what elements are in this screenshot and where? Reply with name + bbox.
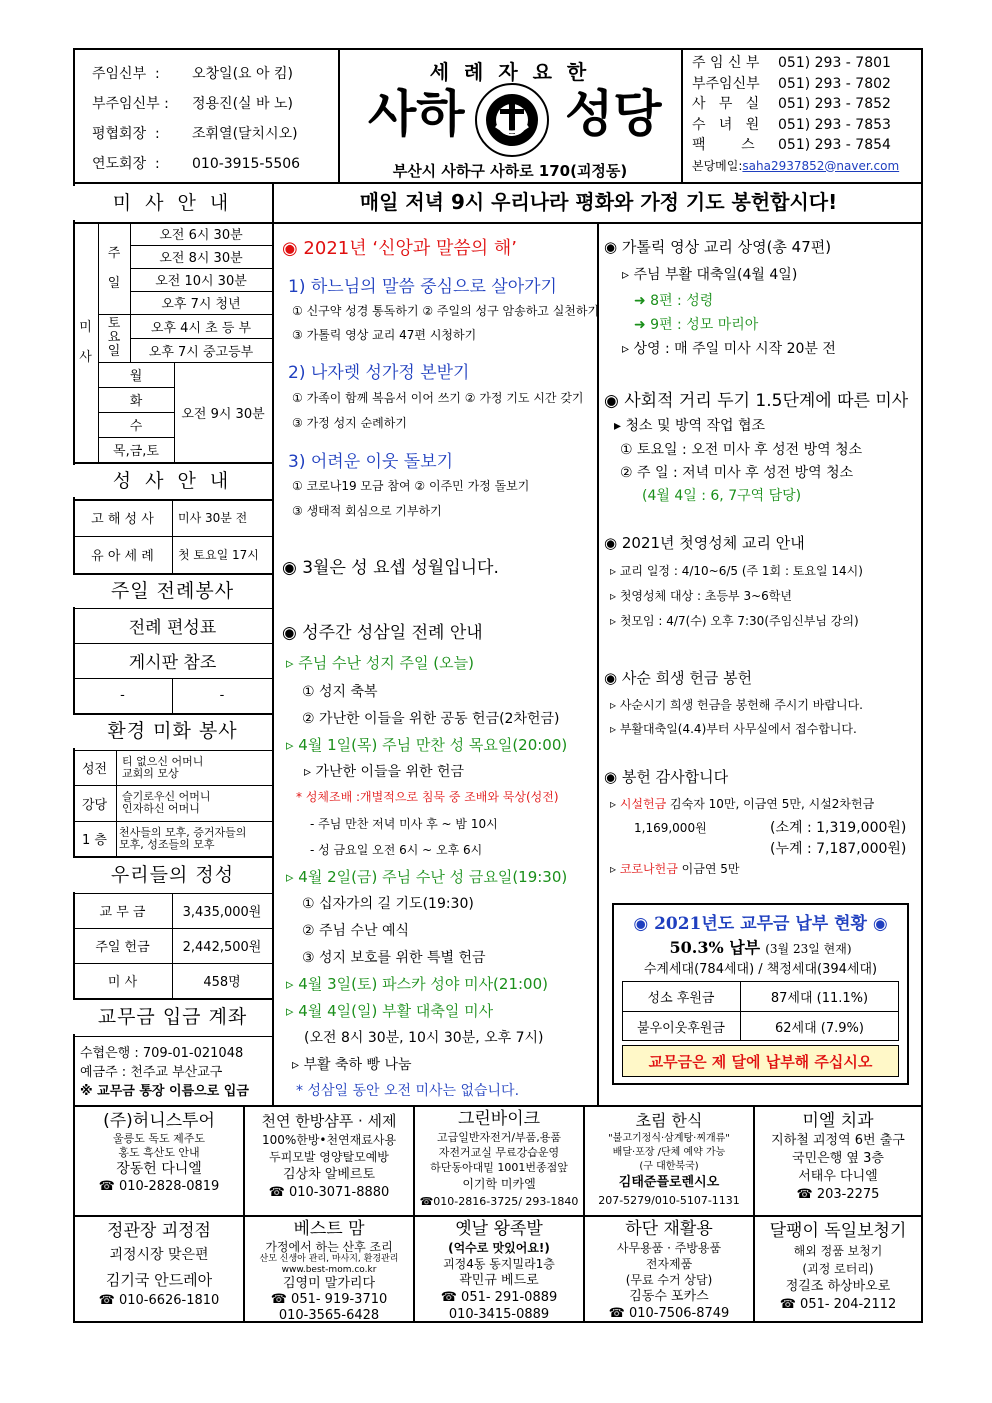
distance-sub: ▸ 청소 및 방역 작업 협조 bbox=[614, 418, 765, 434]
ad-title: 옛날 왕족발 bbox=[455, 1219, 543, 1239]
communion-line: ▹ 교리 일정 : 4/10~6/5 (주 1회 : 토요일 14시) bbox=[610, 564, 863, 578]
ad-line: 괴정시장 맞은편 bbox=[109, 1247, 209, 1263]
ad-phone: 010-3415-0889 bbox=[448, 1307, 550, 1322]
easter-times: (오전 8시 30분, 10시 30분, 오후 7시) bbox=[304, 1030, 544, 1046]
thanks-title: ◉ 봉헌 감사합니다 bbox=[604, 768, 729, 786]
liturgy-dash: - bbox=[120, 688, 125, 703]
ads-row-divider bbox=[73, 1215, 923, 1217]
thanks-text: 김숙자 10만, 이금연 5만, 시설2차헌금 bbox=[670, 797, 875, 811]
weekday-time: 오전 9시 30분 bbox=[181, 406, 265, 422]
column-divider bbox=[597, 222, 599, 1105]
saturday-time: 오후 7시 중고등부 bbox=[148, 344, 254, 360]
friday-item: ① 십자가의 길 기도(19:30) bbox=[302, 896, 474, 912]
video-date: ▹ 주님 부활 대축일(4월 4일) bbox=[622, 267, 798, 283]
no-morning-mass: * 성삼일 동안 오전 미사는 없습니다. bbox=[296, 1083, 520, 1099]
liturgy-dash: - bbox=[219, 688, 225, 703]
ad-card bbox=[585, 1110, 753, 1210]
communion-title: ◉ 2021년 첫영성체 교리 안내 bbox=[604, 534, 805, 552]
env-place: 1 층 bbox=[82, 833, 107, 848]
theme-item-line: ③ 가정 성지 순례하기 bbox=[292, 416, 407, 430]
dues-row-name: 성소 후원금 bbox=[647, 990, 715, 1006]
staff-row: 연도회장 : 010-3915-5506 bbox=[92, 156, 301, 172]
ad-card bbox=[75, 1110, 243, 1196]
offering-name: 미 사 bbox=[107, 975, 138, 990]
distance-note: (4월 4일 : 6, 7구역 담당) bbox=[642, 488, 802, 504]
sunday-time: 오후 7시 청년 bbox=[161, 297, 241, 312]
email-link[interactable]: saha2937852@naver.com bbox=[742, 158, 900, 173]
ad-line: (무료 수거 상담) bbox=[625, 1273, 713, 1287]
env-place: 강당 bbox=[81, 797, 108, 813]
contact-row: 팩 스 051) 293 - 7854 bbox=[692, 137, 891, 153]
ad-line: 하단동아대밑 1001번종점앞 bbox=[430, 1161, 568, 1174]
dues-row-value: 62세대 (7.9%) bbox=[775, 1020, 864, 1036]
offering-amount: 2,442,500원 bbox=[182, 940, 262, 955]
rule bbox=[73, 462, 272, 464]
holy-week-title: ◉ 성주간 성삼일 전례 안내 bbox=[282, 623, 483, 643]
sunday-label: 주 일 bbox=[107, 245, 121, 291]
weekday: 수 bbox=[129, 419, 143, 434]
adoration-note: * 성체조배 :개별적으로 침묵 중 조배와 묵상(성전) bbox=[296, 790, 559, 804]
video-episode: ➜ 9편 : 성모 마리아 bbox=[634, 317, 759, 333]
offering-name: 교 무 금 bbox=[99, 905, 146, 920]
video-note: ▹ 상영 : 매 주일 미사 시작 20분 전 bbox=[622, 341, 836, 357]
theme-item-line: ① 신구약 성경 통독하기 ② 주일의 성구 암송하고 실천하기 bbox=[292, 304, 600, 318]
palm-item: ① 성지 축복 bbox=[302, 684, 378, 700]
ad-line: 울릉도 독도 제주도 bbox=[112, 1132, 205, 1145]
adoration-line: - 성 금요일 오전 6시 ~ 오후 6시 bbox=[310, 843, 483, 857]
ad-phone: 010-3565-6428 bbox=[278, 1308, 380, 1323]
ad-person: 김태준플로렌시오 bbox=[618, 1175, 720, 1190]
theme-item-head: 2) 나자렛 성가정 본받기 bbox=[288, 363, 470, 383]
account-info bbox=[80, 1044, 249, 1101]
ad-phone: ☎ 051- 204-2112 bbox=[779, 1297, 897, 1312]
ad-line: (괴정 로터리) bbox=[802, 1262, 874, 1276]
ad-title: 천연 한방샴푸 · 세제 bbox=[261, 1112, 397, 1130]
email-row: 본당메일:saha2937852@naver.com bbox=[692, 158, 900, 173]
contact-row: 사 무 실 051) 293 - 7852 bbox=[692, 96, 891, 112]
saturday-time: 오후 4시 초 등 부 bbox=[150, 320, 252, 336]
ad-card bbox=[755, 1110, 921, 1204]
env-groups: 티 없으신 어머니 교회의 모상 bbox=[122, 754, 204, 780]
staff-list bbox=[92, 59, 332, 179]
ad-title: 초림 한식 bbox=[635, 1111, 703, 1130]
ad-line: 해외 정품 보청기 bbox=[793, 1244, 883, 1258]
ad-phone: ☎010-2816-3725/ 293-1840 bbox=[419, 1195, 579, 1208]
ad-line: 전자제품 bbox=[645, 1257, 693, 1271]
sacrament-time: 첫 토요일 17시 bbox=[178, 548, 259, 562]
easter-sunday: ▹ 4월 4일(일) 부활 대축일 미사 bbox=[286, 1002, 494, 1020]
offering-title: 우리들의 정성 bbox=[73, 858, 272, 892]
ad-line: 사무용품 · 주방용품 bbox=[616, 1241, 722, 1255]
weekday: 목,금,토 bbox=[113, 444, 159, 459]
contact-row: 부주임신부 051) 293 - 7802 bbox=[692, 75, 891, 92]
saturday-label: 토 요 일 bbox=[107, 316, 121, 359]
ad-phone: ☎ 010-2828-0819 bbox=[98, 1179, 220, 1194]
palm-sunday: ▹ 주님 수난 성지 주일 (오늘) bbox=[286, 654, 474, 672]
lent-line: ▹ 부활대축일(4.4)부터 사무실에서 접수합니다. bbox=[610, 722, 857, 736]
theme-item-line: ① 가족이 함께 복음서 이어 쓰기 ② 가정 기도 시간 갖기 bbox=[292, 391, 584, 405]
ad-title: 그린바이크 bbox=[457, 1109, 541, 1129]
thanks-label: 시설헌금 bbox=[619, 797, 667, 811]
video-episode: ➜ 8편 : 성령 bbox=[634, 293, 714, 309]
distance-line: ② 주 일 : 저녁 미사 후 성전 방역 청소 bbox=[620, 465, 854, 481]
palm-item: ② 가난한 이들을 위한 공동 헌금(2차헌금) bbox=[302, 711, 560, 727]
offering-name: 주일 헌금 bbox=[95, 940, 150, 955]
sunday-time: 오전 10시 30분 bbox=[155, 274, 247, 289]
church-logo bbox=[474, 82, 550, 158]
contact-row: 수 녀 원 051) 293 - 7853 bbox=[692, 116, 891, 133]
ad-card bbox=[755, 1220, 921, 1314]
staff-row: 부주임신부 : 정용진(실 바 노) bbox=[92, 96, 293, 112]
friday-item: ③ 성지 보호를 위한 특별 헌금 bbox=[302, 950, 486, 966]
communion-line: ▹ 첫모임 : 4/7(수) 오후 7:30(주임신부님 강의) bbox=[610, 614, 859, 628]
header-divider bbox=[73, 182, 923, 184]
ad-person: 장동헌 다니엘 bbox=[116, 1161, 202, 1177]
weekday: 월 bbox=[129, 369, 143, 384]
ad-card bbox=[245, 1218, 413, 1324]
account-line: ※ 교무금 통장 이름으로 입금 bbox=[80, 1084, 249, 1099]
ad-card bbox=[415, 1108, 583, 1211]
rule bbox=[73, 1036, 272, 1037]
dues-percent: 50.3% 납부 bbox=[669, 938, 761, 957]
staff-row: 평협회장 : 조휘열(달치시오) bbox=[92, 126, 298, 142]
weekday: 화 bbox=[129, 394, 143, 409]
parish-patron: 세 례 자 요 한 bbox=[429, 60, 591, 84]
contact-row: 주 임 신 부 051) 293 - 7801 bbox=[692, 55, 891, 71]
ad-card bbox=[415, 1218, 583, 1323]
account-line: 예금주 : 천주교 부산교구 bbox=[80, 1065, 223, 1080]
env-place: 성전 bbox=[81, 762, 108, 777]
theme-item-head: 3) 어려운 이웃 돌보기 bbox=[288, 452, 454, 472]
parish-address: 부산시 사하구 사하로 170(괴정동) bbox=[392, 162, 628, 180]
parish-name-right: 성당 bbox=[565, 85, 662, 143]
ad-line: 두피모발 영양탈모예방 bbox=[269, 1150, 389, 1164]
thanks-subtotal: (소계 : 1,319,000원) bbox=[770, 820, 907, 836]
ad-person: 김상차 알베르토 bbox=[282, 1167, 376, 1182]
adoration-line: - 주님 만찬 저녁 미사 후 ~ 밤 10시 bbox=[310, 817, 498, 831]
lent-title: ◉ 사순 희생 헌금 봉헌 bbox=[604, 669, 753, 687]
ad-line: 산모 신생아 관리, 마사지, 환경관리 bbox=[259, 1254, 399, 1264]
video-title: ◉ 가톨릭 영상 교리 상영(총 47편) bbox=[604, 238, 832, 256]
offering-amount: 458명 bbox=[203, 975, 241, 990]
ad-title: 미엘 치과 bbox=[802, 1111, 874, 1131]
sunday-time: 오전 6시 30분 bbox=[159, 228, 243, 243]
ad-line: 지하철 괴정역 6번 출구 bbox=[771, 1133, 905, 1148]
ad-line: "불고기정식·삼계탕·찌개류" bbox=[608, 1133, 730, 1144]
sacrament-name: 고 해 성 사 bbox=[91, 512, 154, 527]
ad-person: 김영미 말가리다 bbox=[282, 1276, 376, 1291]
theme-item-line: ③ 생태적 회심으로 기부하기 bbox=[292, 504, 442, 518]
dues-notice: 교무금은 제 달에 납부해 주십시오 bbox=[622, 1045, 899, 1077]
mass-title: 미 사 안 내 bbox=[73, 186, 272, 220]
ad-line: (구 대한북국) bbox=[639, 1161, 699, 1172]
covid-label: 코로나헌금 bbox=[619, 862, 678, 876]
ad-line: 100%한방•천연재료사용 bbox=[261, 1133, 397, 1147]
year-theme-title: ◉ 2021년 ‘신앙과 말씀의 해’ bbox=[282, 238, 517, 259]
ad-line: (억수로 맛있어요!) bbox=[448, 1241, 550, 1255]
mass-label: 미 사 bbox=[79, 319, 92, 365]
sacrament-time: 미사 30분 전 bbox=[178, 511, 248, 525]
lent-line: ▹ 사순시기 희생 헌금을 봉헌해 주시기 바랍니다. bbox=[610, 698, 863, 712]
thanks-amount: 1,169,000원 bbox=[634, 821, 707, 835]
sacrament-title: 성 사 안 내 bbox=[73, 465, 272, 497]
liturgy-row: 게시판 참조 bbox=[128, 653, 217, 673]
ad-person: 곽민규 베드로 bbox=[459, 1273, 539, 1288]
ad-phone: ☎ 010-7506-8749 bbox=[608, 1306, 730, 1321]
ad-phone: ☎ 203-2275 bbox=[796, 1187, 880, 1202]
ad-title: 정관장 괴정점 bbox=[107, 1221, 211, 1241]
env-groups: 슬기로우신 어머니 인자하신 어머니 bbox=[122, 790, 211, 815]
ad-line: 고급일반자전거/부품,용품 bbox=[436, 1131, 562, 1144]
ad-person: 김동수 포카스 bbox=[629, 1289, 709, 1304]
header-split-right bbox=[681, 48, 683, 182]
theme-item-line: ① 코로나19 모금 참여 ② 이주민 가정 돌보기 bbox=[292, 479, 530, 493]
theme-item-line: ③ 가톨릭 영상 교리 47편 시청하기 bbox=[292, 328, 477, 342]
ads-divider bbox=[73, 1105, 923, 1107]
easter-vigil: ▹ 4월 3일(토) 파스카 성야 미사(21:00) bbox=[286, 975, 548, 993]
ad-person: 이기학 미카엘 bbox=[462, 1177, 536, 1191]
ad-title: 하단 재활용 bbox=[625, 1219, 713, 1239]
ad-title: 베스트 맘 bbox=[293, 1219, 365, 1239]
ad-phone: ☎ 051- 919-3710 bbox=[270, 1292, 388, 1307]
dues-row-value: 87세대 (11.1%) bbox=[770, 990, 869, 1006]
prayer-banner: 매일 저녁 9시 우리나라 평화와 가정 기도 봉헌합시다! bbox=[359, 190, 838, 214]
ad-phone: ☎ 010-6626-1810 bbox=[98, 1293, 220, 1308]
distance-line: ① 토요일 : 오전 미사 후 성전 방역 청소 bbox=[620, 442, 863, 458]
good-friday: ▹ 4월 2일(금) 주님 수난 성 금요일(19:30) bbox=[286, 868, 568, 886]
communion-line: ▹ 첫영성체 대상 : 초등부 3~6학년 bbox=[610, 589, 792, 603]
ad-line: 괴정4동 동지밀라1층 bbox=[443, 1257, 555, 1271]
covid-text: 이금연 5만 bbox=[681, 862, 740, 876]
env-groups: 천사들의 모후, 증거자들의 모후, 성조들의 모후 bbox=[119, 825, 247, 851]
ad-person: 서태우 다니엘 bbox=[798, 1169, 878, 1184]
ad-title: 달팽이 독일보청기 bbox=[769, 1221, 907, 1241]
dues-date: (3월 23일 현재) bbox=[765, 942, 852, 956]
joseph-month: ◉ 3월은 성 요셉 성월입니다. bbox=[282, 558, 499, 578]
dues-title: ◉ 2021년도 교무금 납부 현황 ◉ bbox=[633, 914, 888, 934]
parish-name-left: 사하 bbox=[368, 85, 465, 143]
ad-title: (주)허니스투어 bbox=[103, 1111, 215, 1131]
ad-phone: ☎ 051- 291-0889 bbox=[440, 1290, 558, 1305]
ad-person: 정길조 하상바오로 bbox=[785, 1279, 891, 1294]
ad-card bbox=[245, 1110, 413, 1202]
ad-phone: 207-5279/010-5107-1131 bbox=[598, 1194, 740, 1207]
ad-line: www.best-mom.co.kr bbox=[281, 1265, 377, 1275]
theme-item-head: 1) 하느님의 말씀 중심으로 살아가기 bbox=[288, 277, 557, 297]
holy-thursday: ▹ 4월 1일(목) 주님 만찬 성 목요일(20:00) bbox=[286, 736, 568, 754]
distance-title: ◉ 사회적 거리 두기 1.5단계에 따른 미사 bbox=[604, 391, 909, 411]
ad-line: 가정에서 하는 산후 조리 bbox=[265, 1240, 393, 1254]
account-title: 교무금 입금 계좌 bbox=[73, 1000, 272, 1034]
ad-line: 배달·포장 /단체 예약 가능 bbox=[612, 1147, 726, 1158]
contact-list bbox=[692, 53, 917, 176]
offering-amount: 3,435,000원 bbox=[182, 905, 262, 920]
ad-card bbox=[75, 1220, 243, 1310]
liturgy-title: 주일 전례봉사 bbox=[73, 575, 272, 607]
ad-line: 자전거교실 무료강습운영 bbox=[438, 1146, 560, 1159]
dues-households: 수계세대(784세대) / 책정세대(394세대) bbox=[643, 962, 878, 977]
staff-row: 주임신부 : 오창일(요 아 킴) bbox=[92, 66, 293, 82]
account-line: 수협은행 : 709-01-021048 bbox=[80, 1046, 244, 1061]
ad-line: 홍도 흑산도 안내 bbox=[118, 1146, 200, 1159]
ad-phone: ☎ 010-3071-8880 bbox=[268, 1185, 390, 1200]
sidebar-divider bbox=[272, 182, 274, 1105]
sacrament-name: 유 아 세 례 bbox=[91, 549, 154, 564]
ad-person: 김기국 안드레아 bbox=[105, 1271, 213, 1289]
thursday-offering: ▹ 가난한 이들을 위한 헌금 bbox=[304, 764, 465, 780]
friday-item: ② 주님 수난 예식 bbox=[302, 923, 410, 939]
thanks-total: (누계 : 7,187,000원) bbox=[770, 841, 907, 857]
liturgy-row: 전례 편성표 bbox=[128, 618, 217, 638]
dues-row-name: 불우이웃후원금 bbox=[637, 1020, 725, 1036]
ad-line: 국민은행 옆 3층 bbox=[792, 1151, 884, 1166]
sunday-time: 오전 8시 30분 bbox=[159, 251, 243, 266]
ad-card bbox=[585, 1218, 753, 1322]
env-title: 환경 미화 봉사 bbox=[73, 715, 272, 748]
easter-bread: ▹ 부활 축하 빵 나눔 bbox=[292, 1057, 412, 1073]
